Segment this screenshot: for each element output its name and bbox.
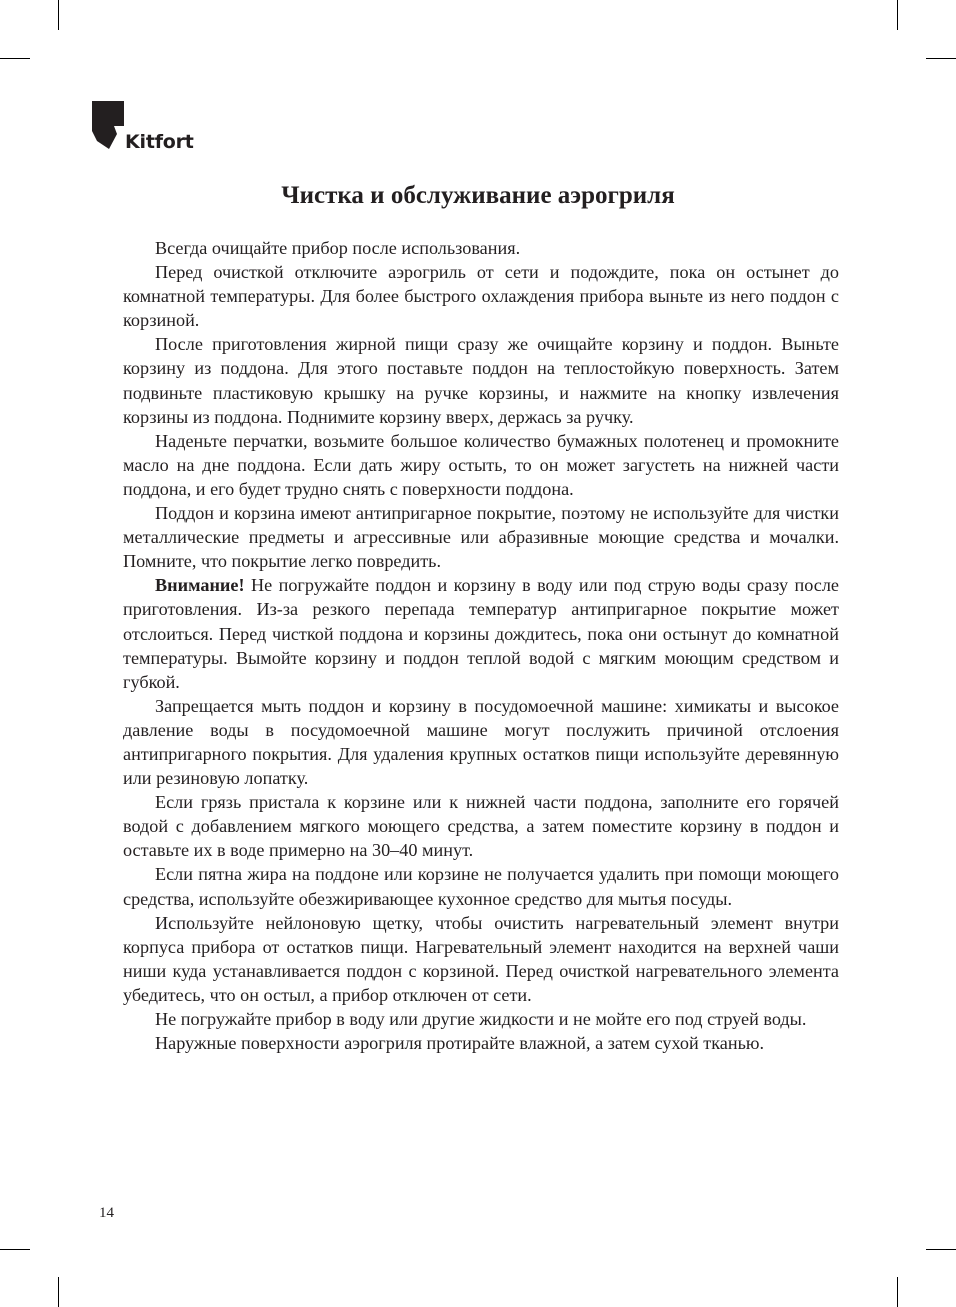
crop-mark-top-left-horizontal (0, 58, 30, 59)
document-body (123, 236, 839, 1055)
paragraph: Запрещается мыть поддон и корзину в посудомоечной машине: химикаты и высокое давление воды в посудомоечной машине могут послужить причиной отслоения антипригарного покрытия. Для удаления крупных остатков пищи используйте деревянную или резиновую лопатку. (123, 695, 839, 789)
crop-mark-bottom-right-vertical (897, 1277, 898, 1307)
paragraph: Поддон и корзина имеют антипригарное покрытие, поэтому не используйте для чистки металлические предметы и агрессивные или абразивные моющие средства и мочалки. Помните, что покрытие легко повредить. (123, 503, 839, 572)
warning-paragraph (123, 573, 839, 693)
crop-mark-top-left-vertical (58, 0, 59, 30)
paragraph: Используйте нейлоновую щетку, чтобы очистить нагревательный элемент внутри корпуса прибора от остатков пищи. Нагревательный элемент находится на верхней чаши ниши куда устанавливается поддон с корзиной. Перед очисткой нагревательного элемента убедитесь, что он остыл, а прибор отключен от сети. (123, 912, 839, 1005)
crop-mark-top-right-horizontal (926, 58, 956, 59)
paragraph: Если пятна жира на поддоне или корзине не получается удалить при помощи моющего средства, используйте обезжиривающее кухонное средство для мытья посуды. (123, 864, 839, 909)
paragraph: Не погружайте прибор в воду или другие жидкости и не мойте его под струей воды. (155, 1009, 807, 1029)
paragraph: Перед очисткой отключите аэрогриль от сети и подождите, пока он остынет до комнатной температуры. Для более быстрого охлаждения прибора выньте из него поддон с корзиной. (123, 262, 839, 331)
paragraph: Если грязь пристала к корзине или к нижней части поддона, заполните его горячей водой с добавлением мягкого моющего средства, а затем поместите корзину в поддон и оставьте их в воде примерно на 30–40 минут. (123, 792, 839, 861)
warning-label: Внимание! (155, 575, 245, 596)
page-title: Чистка и обслуживание аэрогриля (281, 182, 675, 209)
brand-name: Kitfort (125, 131, 194, 153)
paragraph: Всегда очищайте прибор после использования. (155, 238, 521, 258)
crop-mark-bottom-left-vertical (58, 1277, 59, 1307)
page-number: 14 (99, 1205, 114, 1221)
kitfort-shield-icon (92, 101, 124, 154)
crop-mark-bottom-left-horizontal (0, 1249, 30, 1250)
crop-mark-bottom-right-horizontal (926, 1249, 956, 1250)
paragraph: Наденьте перчатки, возьмите большое количество бумажных полотенец и промокните масло на дне поддона. Если дать жиру остыть, то он может загустеть на нижней части поддона, и его будет трудно снять с поверхности поддона. (123, 430, 839, 499)
paragraph: После приготовления жирной пищи сразу же очищайте корзину и поддон. Выньте корзину из поддона. Для этого поставьте поддон на теплостойкую поверхность. Затем подвиньте пластиковую крышку на ручке корзины, и нажмите на кнопку извлечения корзины из поддона. Поднимите корзину вверх, держась за ручку. (123, 334, 839, 427)
paragraph: Наружные поверхности аэрогриля протирайте влажной, а затем сухой тканью. (155, 1033, 765, 1054)
crop-mark-top-right-vertical (897, 0, 898, 30)
warning-text: Не погружайте поддон и корзину в воду или под струю воды сразу после приготовления. Из-за резкого перепада температур антипригарное покрытие может отслоиться. Перед чисткой поддона и корзины дождитесь, пока они остынут до комнатной температуры. Вымойте корзину и поддон теплой водой с мягким моющим средством и губкой. (123, 575, 839, 692)
